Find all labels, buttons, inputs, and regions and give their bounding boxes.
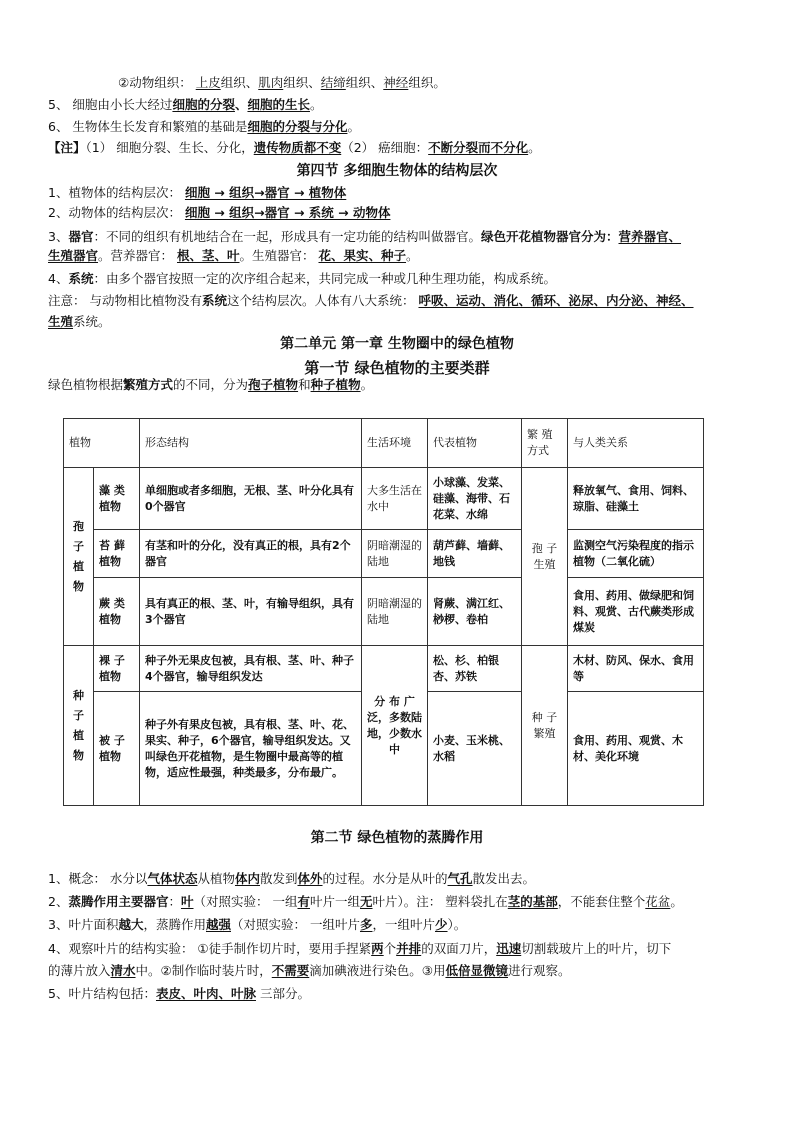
relation-cell: 监测空气污染程度的指示植物（二氧化硫） — [568, 530, 704, 578]
table-header-cell: 形态结构 — [140, 419, 362, 468]
environment-cell: 大多生活在水中 — [362, 468, 428, 530]
reproduction-cell: 种 子 繁殖 — [522, 646, 568, 806]
leaf-structure-line: 5、叶片结构包括：表皮、叶肉、叶脉 三部分。 — [48, 986, 310, 1001]
relation-cell: 食用、药用、观赏、木材、美化环境 — [568, 692, 704, 806]
environment-cell: 分 布 广 泛，多数陆地，少数水中 — [362, 646, 428, 806]
relation-cell: 木材、防风、保水、食用等 — [568, 646, 704, 692]
representative-cell: 葫芦藓、墙藓、地钱 — [428, 530, 522, 578]
table-header-cell: 与人类关系 — [568, 419, 704, 468]
table-header-cell: 繁 殖 方式 — [522, 419, 568, 468]
human-systems-line-2: 生殖系统。 — [48, 314, 111, 329]
representative-cell: 小球藻、发菜、硅藻、海带、石花菜、水绵 — [428, 468, 522, 530]
table-header-cell: 代表植物 — [428, 419, 522, 468]
plant-type-cell: 藻 类 植物 — [94, 468, 140, 530]
plant-classification-line: 绿色植物根据繁殖方式的不同，分为孢子植物和种子植物。 — [48, 377, 374, 392]
table-header-row — [64, 419, 704, 468]
morphology-cell: 单细胞或者多细胞，无根、茎、叶分化具有0个器官 — [140, 468, 362, 530]
table-row — [64, 578, 704, 646]
representative-cell: 肾蕨、满江红、桫椤、卷柏 — [428, 578, 522, 646]
organ-definition-line: 3、器官：不同的组织有机地结合在一起，形成具有一定功能的结构叫做器官。绿色开花植物器官分为：营养器官、 — [48, 229, 682, 244]
leaf-experiment-line-2: 的薄片放入清水中。②制作临时装片时，不需要滴加碘液进行染色。③用低倍显微镜进行观察。 — [48, 963, 571, 978]
leaf-experiment-line: 4、观察叶片的结构实验： ①徒手制作切片时，要用手捏紧两个并排的双面刀片，迅速切割载玻片上的叶片，切下 — [48, 941, 672, 956]
seed-plants-group-cell: 种子植物 — [64, 646, 94, 806]
transpiration-title: 第二节 绿色植物的蒸腾作用 — [310, 830, 484, 846]
representative-cell: 松、杉、柏银杏、苏铁 — [428, 646, 522, 692]
reproduction-cell: 孢 子 生殖 — [522, 468, 568, 646]
representative-cell: 小麦、玉米桃、水稻 — [428, 692, 522, 806]
environment-cell: 阴暗潮湿的陆地 — [362, 578, 428, 646]
plant-type-cell: 苔 藓 植物 — [94, 530, 140, 578]
relation-cell: 释放氧气、食用、饲料、琼脂、硅藻土 — [568, 468, 704, 530]
human-systems-line: 注意： 与动物相比植物没有系统这个结构层次。人体有八大系统： 呼吸、运动、消化、循环、泌尿、内分泌、神经、 — [48, 293, 694, 308]
environment-cell: 阴暗潮湿的陆地 — [362, 530, 428, 578]
unit2-subtitle: 第一节 绿色植物的主要类群 — [304, 359, 490, 377]
animal-hierarchy-line: 2、动物体的结构层次： 细胞 → 组织→器官 → 系统 → 动物体 — [48, 205, 391, 220]
plant-type-cell: 被 子 植物 — [94, 692, 140, 806]
plant-groups-table — [63, 418, 704, 806]
cell-growth-line: 5、 细胞由小长大经过细胞的分裂、细胞的生长。 — [48, 97, 323, 112]
plant-type-cell: 蕨 类 植物 — [94, 578, 140, 646]
transpiration-concept-line: 1、概念： 水分以气体状态从植物体内散发到体外的过程。水分是从叶的气孔散发出去。 — [48, 871, 536, 886]
morphology-cell: 种子外有果皮包被，具有根、茎、叶、花、果实、种子，6个器官，输导组织发达。又叫绿色开花植物，是生物圈中最高等的植物，适应性最强，种类最多，分布最广。 — [140, 692, 362, 806]
table-row — [64, 646, 704, 692]
note-line: 【注】（1） 细胞分裂、生长、分化，遗传物质都不变（2） 癌细胞：不断分裂而不分化。 — [48, 140, 541, 155]
relation-cell: 食用、药用、做绿肥和饲料、观赏、古代蕨类形成煤炭 — [568, 578, 704, 646]
table-header-cell: 生活环境 — [362, 419, 428, 468]
system-definition-line: 4、系统：由多个器官按照一定的次序组合起来，共同完成一种或几种生理功能，构成系统。 — [48, 271, 556, 286]
table-row — [64, 530, 704, 578]
organ-types-line: 生殖器官。营养器官： 根、茎、叶。生殖器官： 花、果实、种子。 — [48, 248, 419, 263]
section4-title: 第四节 多细胞生物体的结构层次 — [296, 163, 498, 179]
plant-hierarchy-line: 1、植物体的结构层次： 细胞 → 组织→器官 → 植物体 — [48, 185, 347, 200]
animal-tissue-line: ②动物组织： 上皮组织、肌肉组织、结缔组织、神经组织。 — [118, 75, 446, 90]
growth-basis-line: 6、 生物体生长发育和繁殖的基础是细胞的分裂与分化。 — [48, 119, 360, 134]
leaf-area-line: 3、叶片面积越大，蒸腾作用越强（对照实验： 一组叶片多，一组叶片少）。 — [48, 917, 467, 932]
morphology-cell: 种子外无果皮包被，具有根、茎、叶、种子4个器官，输导组织发达 — [140, 646, 362, 692]
table-header-cell: 植物 — [64, 419, 140, 468]
unit2-title: 第二单元 第一章 生物圈中的绿色植物 — [280, 336, 514, 352]
transpiration-organ-line: 2、蒸腾作用主要器官：叶（对照实验： 一组有叶片一组无叶片）。注： 塑料袋扎在茎的基部，不能套住整个花盆。 — [48, 894, 683, 909]
plant-type-cell: 裸 子 植物 — [94, 646, 140, 692]
morphology-cell: 具有真正的根、茎、叶，有输导组织，具有3个器官 — [140, 578, 362, 646]
morphology-cell: 有茎和叶的分化，没有真正的根，具有2个器官 — [140, 530, 362, 578]
table-row — [64, 468, 704, 530]
spore-plants-group-cell: 孢子植物 — [64, 468, 94, 646]
